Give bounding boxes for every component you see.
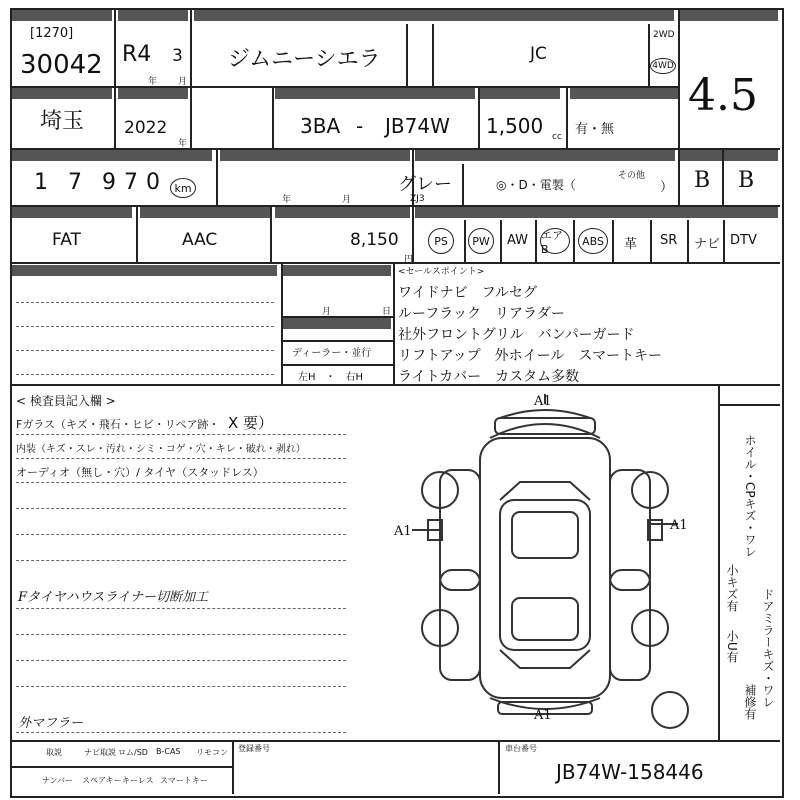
import-handle: 左H ・ 右H (298, 372, 364, 383)
diagram-mark: A1 (670, 518, 688, 533)
model-year-mark: 年 (178, 139, 188, 149)
grade: JC (530, 44, 547, 64)
equip-navi: ナビ (694, 237, 721, 252)
inspector-audio: オーディオ（無し・穴）/ タイヤ（スタッドレス） (16, 466, 264, 479)
side-note: ドアミラーキズ・ワレ (761, 588, 775, 708)
accessory: スマートキー (160, 776, 208, 785)
color-change: ◎・D・電製（ (496, 178, 576, 192)
inspector-note: 外マフラー (18, 716, 84, 731)
mileage-d3: 9 (102, 170, 116, 195)
mileage-d4: 7 (124, 170, 138, 195)
recycle-unit: 円 (404, 255, 414, 265)
region: 埼玉 (40, 109, 85, 134)
mileage-d2: 7 (68, 170, 82, 195)
import-month: 月 (322, 307, 332, 317)
equip-leather: 革 (624, 237, 638, 252)
model-year: 2022 (124, 118, 168, 138)
inspection-month: 月 (342, 195, 352, 205)
accessory: キーレス (122, 776, 154, 785)
sales-point: ワイドナビ フルセグ (398, 285, 538, 301)
equip-airbag: エアB (540, 228, 570, 254)
displacement: 1,500 (486, 114, 544, 138)
header-strip (12, 88, 112, 99)
header-strip (194, 10, 674, 21)
first-reg-month: 3 (172, 46, 183, 66)
header-strip (275, 207, 410, 218)
header-strip (12, 10, 112, 21)
import-dealer: ディーラー・並行 (292, 348, 372, 359)
equip-pw: PW (468, 228, 494, 254)
header-strip (283, 318, 391, 329)
sales-points-title: <セールスポイント> (398, 267, 485, 277)
inspector-interior: 内装（キズ・スレ・汚れ・シミ・コゲ・穴・キレ・破れ・剥れ） (16, 444, 306, 455)
header-strip (680, 10, 778, 21)
inspector-fglass: Fガラス（キズ・飛石・ヒビ・リペア跡・ (16, 418, 220, 431)
header-strip (480, 88, 560, 99)
accessory: 取説 (46, 748, 62, 757)
side-note: 小キズ有 (725, 564, 739, 612)
inspector-title: < 検査員記入欄 > (16, 394, 116, 408)
inspection-year: 年 (282, 195, 292, 205)
color-name: グレー (398, 174, 452, 195)
year-mark: 年 (148, 77, 158, 87)
drive-4wd: 4WD (650, 58, 676, 74)
month-mark: 月 (178, 77, 188, 87)
accessory: リモコン (196, 748, 228, 757)
mileage-d1: 1 (34, 170, 48, 195)
recycle-fee: 8,150 (350, 230, 399, 250)
accessory: ナビ取説 (84, 748, 116, 757)
side-note: ホイル・CPキズ・ワレ (743, 434, 757, 558)
car-diagram (380, 390, 710, 740)
sales-point: 社外フロントグリル バンパーガード (398, 327, 635, 343)
reg-label: 登録番号 (238, 744, 270, 753)
lot-code: [1270] (30, 26, 74, 41)
turbo: 有・無 (575, 122, 615, 137)
side-note: 補修有 (743, 684, 757, 720)
lot-number: 30042 (20, 50, 103, 80)
header-strip (12, 265, 277, 276)
drive-2wd: 2WD (653, 30, 675, 40)
equip-aw: AW (507, 233, 529, 248)
equip-dtv: DTV (730, 233, 757, 248)
first-reg-era: R4 (122, 42, 152, 67)
chassis-label: 車台番号 (505, 744, 537, 753)
mileage-unit: km (170, 178, 196, 198)
equip-ps: PS (428, 228, 454, 254)
header-strip (140, 207, 270, 218)
interior-score: B (694, 168, 711, 193)
header-strip (118, 10, 188, 21)
diagram-mark: A1 (394, 524, 412, 539)
header-strip (680, 150, 778, 161)
car-name: ジムニーシエラ (228, 47, 381, 72)
model-code: JB74W (385, 114, 450, 138)
chassis-number: JB74W-158446 (556, 760, 704, 784)
aircon: AAC (182, 230, 218, 250)
header-strip (12, 207, 132, 218)
sales-point: ルーフラック リアラダー (398, 306, 565, 322)
color-other: その他 (618, 171, 646, 181)
color-change-end: ） (660, 180, 674, 195)
header-strip (415, 150, 675, 161)
cc-unit: cc (552, 132, 562, 142)
diagram-mark: A1 (534, 708, 552, 723)
header-strip (12, 150, 212, 161)
header-strip (275, 88, 475, 99)
equip-sr: SR (660, 233, 678, 248)
accessory: B-CAS (156, 747, 181, 756)
header-strip (118, 88, 188, 99)
inspector-fglass-mark: X 要） (228, 414, 274, 432)
equip-abs: ABS (578, 228, 608, 254)
sales-point: リフトアップ 外ホイール スマートキー (398, 348, 663, 364)
diagram-mark: A1 (534, 394, 552, 409)
exterior-score: B (738, 168, 755, 193)
header-strip (415, 207, 778, 218)
accessory: ロム/SD (118, 748, 148, 757)
accessory: スペアキー (82, 776, 122, 785)
type-prefix: 3BA (300, 114, 341, 138)
color-code: ZJ3 (410, 194, 425, 204)
accessory: ナンバー (42, 776, 74, 785)
sales-point: ライトカバー カスタム多数 (398, 369, 580, 385)
side-note: 小U有 (725, 630, 739, 663)
overall-score: 4.5 (688, 70, 758, 121)
type-dash: - (356, 114, 364, 138)
header-strip (220, 150, 410, 161)
mileage-d5: 0 (146, 170, 160, 195)
transmission: FAT (52, 230, 81, 250)
header-strip (283, 265, 391, 276)
inspector-note: Fタイヤハウスライナー切断加工 (18, 590, 208, 605)
header-strip (570, 88, 680, 99)
import-day: 日 (382, 307, 392, 317)
